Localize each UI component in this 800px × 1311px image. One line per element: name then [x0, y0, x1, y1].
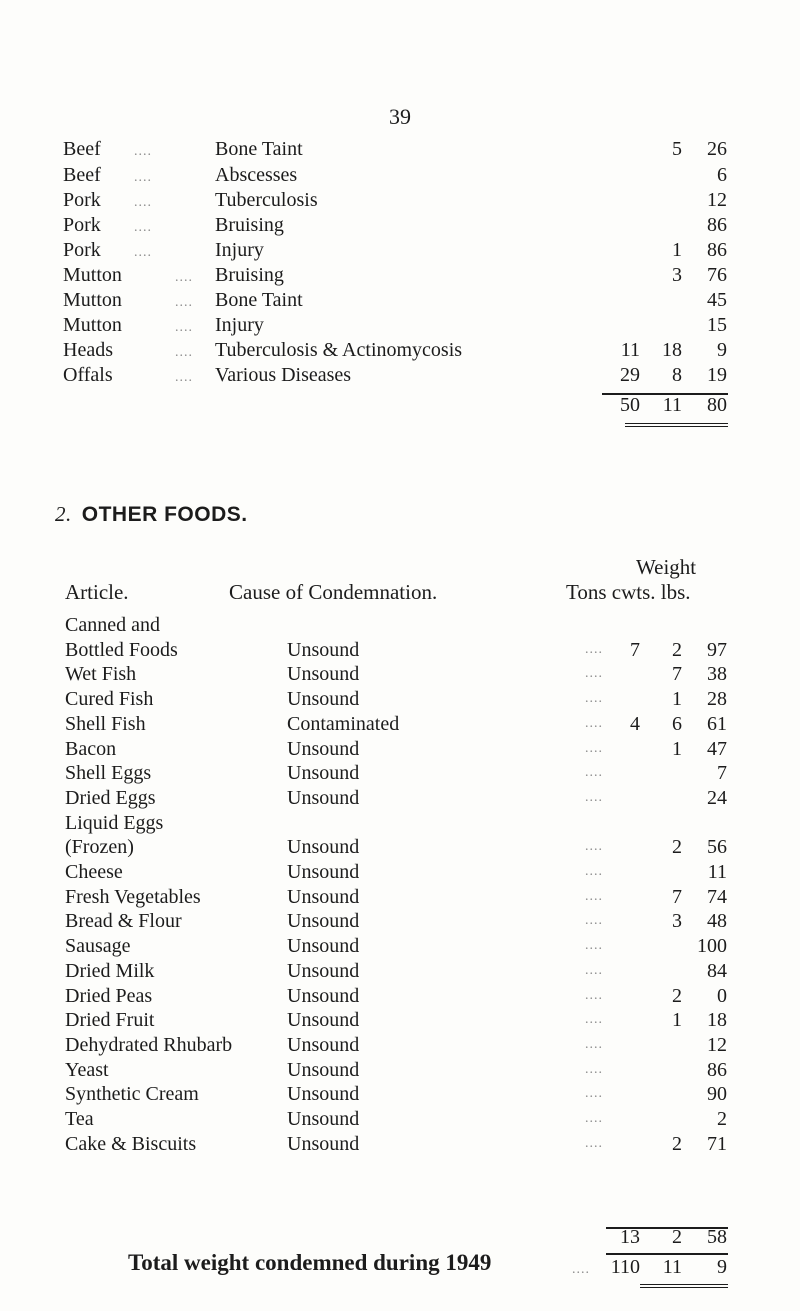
lbs-cell: 15 [707, 314, 727, 336]
table-row [0, 908, 800, 934]
lbs-cell: 71 [707, 1133, 727, 1155]
leader-dots: .... [585, 1012, 603, 1027]
lbs-cell: 48 [707, 910, 727, 932]
article-cell: Synthetic Cream [65, 1083, 199, 1105]
table-row [0, 686, 800, 712]
cwts-cell: 2 [672, 1133, 682, 1155]
cause-cell: Unsound [287, 960, 360, 982]
article-header: Article. [65, 580, 129, 604]
cause-cell: Unsound [287, 1108, 360, 1130]
cause-cell: Unsound [287, 787, 360, 809]
cwts-cell: 1 [672, 1009, 682, 1031]
leader-dots: .... [585, 913, 603, 928]
leader-dots: .... [585, 716, 603, 731]
leader-dots: .... [175, 345, 193, 360]
article-cell: Cured Fish [65, 688, 154, 710]
cause-cell: Unsound [287, 1059, 360, 1081]
grand-total-label: Total weight condemned during 1949 [128, 1250, 492, 1275]
page-number: 39 [389, 104, 411, 129]
leader-dots: .... [585, 666, 603, 681]
cwts-cell: 2 [672, 639, 682, 661]
table-row [0, 212, 800, 238]
article-cell: Pork [63, 239, 101, 261]
article-cell: Canned and [65, 614, 160, 636]
table-row [0, 337, 800, 363]
table-row [0, 162, 800, 188]
cwts-total: 2 [672, 1226, 682, 1248]
tons-total: 50 [620, 394, 640, 416]
leader-dots: .... [585, 691, 603, 706]
meat-total-row [0, 392, 800, 418]
double-rule [640, 1287, 728, 1288]
article-cell: Dehydrated Rhubarb [65, 1034, 233, 1056]
leader-dots: .... [585, 1136, 603, 1151]
cwts-cell: 6 [672, 713, 682, 735]
table-row [0, 237, 800, 263]
article-cell: Dried Fruit [65, 1009, 155, 1031]
cause-cell: Unsound [287, 688, 360, 710]
leader-dots: .... [134, 144, 152, 159]
lbs-cell: 86 [707, 1059, 727, 1081]
article-cell: Yeast [65, 1059, 109, 1081]
lbs-cell: 61 [707, 713, 727, 735]
lbs-cell: 86 [707, 239, 727, 261]
article-cell: Pork [63, 189, 101, 211]
lbs-cell: 26 [707, 138, 727, 160]
leader-dots: .... [585, 889, 603, 904]
cause-cell: Bruising [215, 214, 284, 236]
table-row [0, 362, 800, 388]
cwts-cell: 1 [672, 688, 682, 710]
tons-cell: 29 [620, 364, 640, 386]
cwts-cell: 8 [672, 364, 682, 386]
article-cell: Bottled Foods [65, 639, 178, 661]
article-cell: (Frozen) [65, 836, 134, 858]
table-row [0, 859, 800, 885]
cause-cell: Abscesses [215, 164, 298, 186]
cause-cell: Tuberculosis [215, 189, 318, 211]
lbs-cell: 18 [707, 1009, 727, 1031]
leader-dots: .... [134, 170, 152, 185]
cause-cell: Bone Taint [215, 289, 303, 311]
leader-dots: .... [134, 245, 152, 260]
lbs-cell: 38 [707, 663, 727, 685]
lbs-cell: 76 [707, 264, 727, 286]
cause-cell: Injury [215, 314, 264, 336]
lbs-cell: 47 [707, 738, 727, 760]
cause-header: Cause of Condemnation. [229, 580, 438, 604]
cwts-cell: 2 [672, 836, 682, 858]
table-row [0, 612, 800, 638]
lbs-cell: 12 [707, 1034, 727, 1056]
lbs-cell: 11 [707, 861, 727, 883]
leader-dots: .... [585, 1086, 603, 1101]
cwts-cell: 7 [672, 663, 682, 685]
section-title [55, 502, 248, 527]
leader-dots: .... [134, 220, 152, 235]
tons-total: 110 [610, 1256, 640, 1278]
leader-dots: .... [585, 1037, 603, 1052]
leader-dots: .... [585, 963, 603, 978]
table-row [0, 136, 800, 162]
cwts-cell: 3 [672, 910, 682, 932]
cwts-cell: 18 [662, 339, 682, 361]
table-row [0, 884, 800, 910]
table-row [0, 810, 800, 836]
double-rule [640, 1284, 728, 1285]
cwts-cell: 2 [672, 985, 682, 1007]
cause-cell: Injury [215, 239, 264, 261]
leader-dots: .... [175, 295, 193, 310]
lbs-total: 58 [707, 1226, 727, 1248]
cwts-cell: 3 [672, 264, 682, 286]
leader-dots: .... [585, 741, 603, 756]
cause-cell: Unsound [287, 861, 360, 883]
article-cell: Tea [65, 1108, 94, 1130]
article-cell: Dried Eggs [65, 787, 156, 809]
tons-total: 13 [620, 1226, 640, 1248]
table-row [0, 661, 800, 687]
cause-cell: Unsound [287, 663, 360, 685]
lbs-cell: 74 [707, 886, 727, 908]
leader-dots: .... [585, 839, 603, 854]
cause-cell: Various Diseases [215, 364, 352, 386]
leader-dots: .... [585, 988, 603, 1003]
cause-cell: Unsound [287, 1009, 360, 1031]
article-cell: Heads [63, 339, 113, 361]
other-foods-total-row [0, 1224, 800, 1250]
lbs-cell: 84 [707, 960, 727, 982]
table-row [0, 958, 800, 984]
lbs-cell: 2 [717, 1108, 727, 1130]
cwts-total: 11 [662, 394, 682, 416]
lbs-cell: 6 [717, 164, 727, 186]
lbs-cell: 7 [717, 762, 727, 784]
article-cell: Liquid Eggs [65, 812, 164, 834]
article-cell: Offals [63, 364, 113, 386]
cause-cell: Bruising [215, 264, 284, 286]
tons-cell: 7 [630, 639, 640, 661]
table-row [0, 760, 800, 786]
cwts-cell: 5 [672, 138, 682, 160]
lbs-total: 9 [717, 1256, 727, 1278]
lbs-cell: 9 [717, 339, 727, 361]
article-cell: Mutton [63, 289, 122, 311]
article-cell: Pork [63, 214, 101, 236]
table-row [0, 983, 800, 1009]
table-row [0, 1106, 800, 1132]
leader-dots: .... [585, 1062, 603, 1077]
leader-dots: .... [585, 790, 603, 805]
lbs-cell: 86 [707, 214, 727, 236]
cause-cell: Unsound [287, 935, 360, 957]
table-row [0, 933, 800, 959]
article-cell: Cheese [65, 861, 123, 883]
lbs-cell: 90 [707, 1083, 727, 1105]
article-cell: Mutton [63, 264, 122, 286]
article-cell: Dried Milk [65, 960, 155, 982]
article-cell: Bacon [65, 738, 117, 760]
article-cell: Cake & Biscuits [65, 1133, 197, 1155]
leader-dots: .... [175, 370, 193, 385]
lbs-cell: 45 [707, 289, 727, 311]
cause-cell: Unsound [287, 910, 360, 932]
table-row [0, 637, 800, 663]
section-number: 2. [55, 502, 72, 526]
cwts-total: 11 [662, 1256, 682, 1278]
table-row [0, 312, 800, 338]
cause-cell: Unsound [287, 836, 360, 858]
double-rule [625, 423, 728, 424]
table-row [0, 834, 800, 860]
leader-dots: .... [175, 320, 193, 335]
leader-dots: .... [585, 765, 603, 780]
weight-header: Weight [636, 555, 697, 579]
article-cell: Sausage [65, 935, 131, 957]
cause-cell: Unsound [287, 1083, 360, 1105]
article-cell: Beef [63, 164, 101, 186]
article-cell: Dried Peas [65, 985, 153, 1007]
tons-cell: 11 [620, 339, 640, 361]
cause-cell: Unsound [287, 886, 360, 908]
leader-dots: .... [572, 1262, 590, 1277]
leader-dots: .... [175, 270, 193, 285]
cause-cell: Tuberculosis & Actinomycosis [215, 339, 463, 361]
leader-dots: .... [585, 938, 603, 953]
cause-cell: Unsound [287, 762, 360, 784]
lbs-cell: 0 [717, 985, 727, 1007]
table-row [0, 1007, 800, 1033]
table-row [0, 1032, 800, 1058]
article-cell: Fresh Vegetables [65, 886, 201, 908]
table-row [0, 262, 800, 288]
table-row [0, 1057, 800, 1083]
table-row [0, 785, 800, 811]
table-row [0, 1131, 800, 1157]
lbs-cell: 100 [697, 935, 727, 957]
article-cell: Shell Fish [65, 713, 146, 735]
tons-cell: 4 [630, 713, 640, 735]
section-title-text: OTHER FOODS. [81, 503, 248, 526]
cause-cell: Unsound [287, 1034, 360, 1056]
lbs-cell: 28 [707, 688, 727, 710]
cause-cell: Unsound [287, 738, 360, 760]
table-row [0, 1081, 800, 1107]
grand-total-row [0, 1254, 800, 1280]
lbs-cell: 97 [707, 639, 727, 661]
table-row [0, 287, 800, 313]
lbs-cell: 24 [707, 787, 727, 809]
lbs-total: 80 [707, 394, 727, 416]
lbs-cell: 19 [707, 364, 727, 386]
units-header: Tons cwts. lbs. [566, 580, 691, 604]
lbs-cell: 56 [707, 836, 727, 858]
table-row [0, 187, 800, 213]
cause-cell: Unsound [287, 1133, 360, 1155]
table-row [0, 736, 800, 762]
cwts-cell: 1 [672, 239, 682, 261]
article-cell: Shell Eggs [65, 762, 152, 784]
cause-cell: Unsound [287, 639, 360, 661]
cause-cell: Bone Taint [215, 138, 303, 160]
cwts-cell: 1 [672, 738, 682, 760]
cause-cell: Contaminated [287, 713, 400, 735]
leader-dots: .... [134, 195, 152, 210]
cwts-cell: 7 [672, 886, 682, 908]
table-row [0, 711, 800, 737]
double-rule [625, 426, 728, 427]
leader-dots: .... [585, 642, 603, 657]
article-cell: Beef [63, 138, 101, 160]
article-cell: Mutton [63, 314, 122, 336]
leader-dots: .... [585, 1111, 603, 1126]
lbs-cell: 12 [707, 189, 727, 211]
cause-cell: Unsound [287, 985, 360, 1007]
leader-dots: .... [585, 864, 603, 879]
article-cell: Bread & Flour [65, 910, 182, 932]
article-cell: Wet Fish [65, 663, 137, 685]
